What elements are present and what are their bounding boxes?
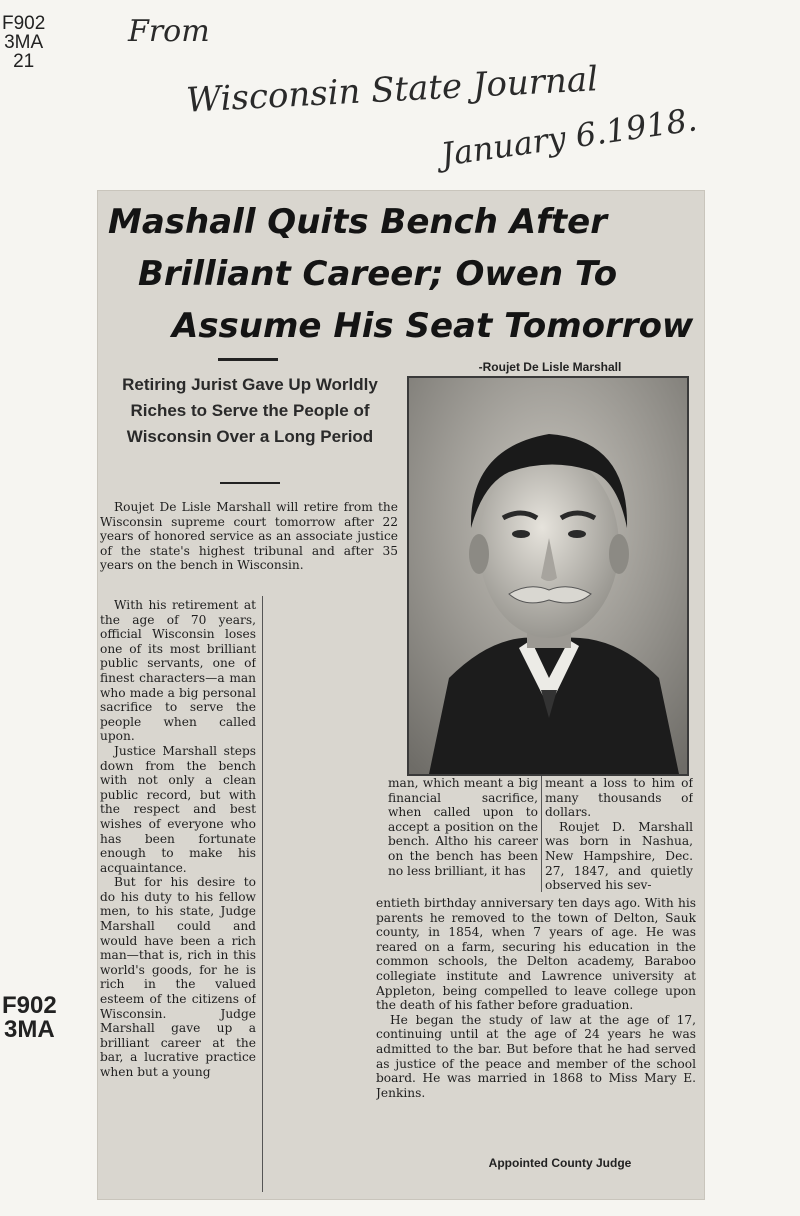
portrait-illustration bbox=[409, 378, 687, 774]
portrait-photo bbox=[407, 376, 689, 776]
lead-paragraph bbox=[100, 500, 398, 590]
col1-paragraph-3: But for his desire to do his duty to his fellow men, to his state, Judge Marshall could and would have been a rich man—that is, rich in this world's goods, for he is rich in the valued esteem of the citizens of Wisconsin. Judge Marshall gave up a brilliant career at the bar, a lucrative practice when but a young bbox=[100, 875, 256, 1079]
wide-paragraph-1: entieth birthday anniversary ten days ago. With his parents he removed to the town of Delton, Sauk county, in 1854, when 7 years of age. He was reared on a farm, securing his education in the common schools, the Delton academy, Baraboo collegiate institute and Lawrence university at Appleton, being compelled to leave college upon the death of his father before graduation. bbox=[376, 896, 696, 1013]
section-subhead: Appointed County Judge bbox=[488, 1156, 632, 1170]
col1-paragraph-1: With his retirement at the age of 70 years, official Wisconsin loses one of its most brilliant public servants, one of finest characters—a man who made a big personal sacrifice to serve the people when called upon. bbox=[100, 598, 256, 744]
column-separator-1 bbox=[262, 596, 263, 1192]
top-left-archive-code: F902 3MA 21 bbox=[2, 13, 46, 72]
subhead-rule bbox=[220, 482, 280, 484]
column-separator-2 bbox=[541, 776, 542, 892]
col3-text: meant a loss to him of many thousands of dollars. bbox=[545, 776, 693, 820]
headline-line-3: Assume His Seat Tomorrow bbox=[172, 306, 694, 346]
headline bbox=[104, 196, 704, 352]
col3-paragraph: Roujet D. Marshall was born in Nashua, New Hampshire, Dec. 27, 1847, and quietly observed his sev- bbox=[545, 819, 693, 893]
handwritten-source: Wisconsin State Journal bbox=[185, 59, 599, 121]
col2-text: man, which meant a big financial sacrifice, when called upon to accept a position on the bench. Altho his career on the bench has been no less brilliant, it has bbox=[388, 776, 538, 878]
headline-line-2: Brilliant Career; Owen To bbox=[138, 254, 618, 294]
headline-line-1: Mashall Quits Bench After bbox=[108, 202, 607, 242]
left-margin-archive-code: F902 3MA bbox=[2, 992, 57, 1043]
handwritten-date: January 6.1918. bbox=[438, 100, 700, 174]
subhead: Retiring Jurist Gave Up Worldly Riches to Serve the People of Wisconsin Over a Long Period bbox=[122, 375, 378, 446]
headline-rule bbox=[218, 358, 278, 361]
column-2 bbox=[388, 776, 538, 896]
col1-paragraph-2: Justice Marshall steps down from the bench with not only a clean public record, but with the respect and best wishes of everyone who has been fortunate enough to make his acquaintance. bbox=[100, 743, 256, 875]
column-3 bbox=[545, 776, 693, 896]
photo-caption: -Roujet De Lisle Marshall bbox=[478, 360, 622, 374]
column-1 bbox=[100, 598, 256, 1194]
lead-paragraph-text: Roujet De Lisle Marshall will retire from the Wisconsin supreme court tomorrow after 22 years of honored service as an associate justice of the state's highest tribunal and after 35 years on the bench in Wisconsin. bbox=[100, 500, 398, 573]
handwritten-from: From bbox=[128, 14, 210, 49]
wide-column bbox=[376, 896, 696, 1156]
wide-paragraph-2: He began the study of law at the age of 17, continuing until at the age of 24 years he was admitted to the bar. But before that he had served as justice of the peace and member of the school board. He was married in 1868 to Miss Mary E. Jenkins. bbox=[376, 1012, 696, 1100]
